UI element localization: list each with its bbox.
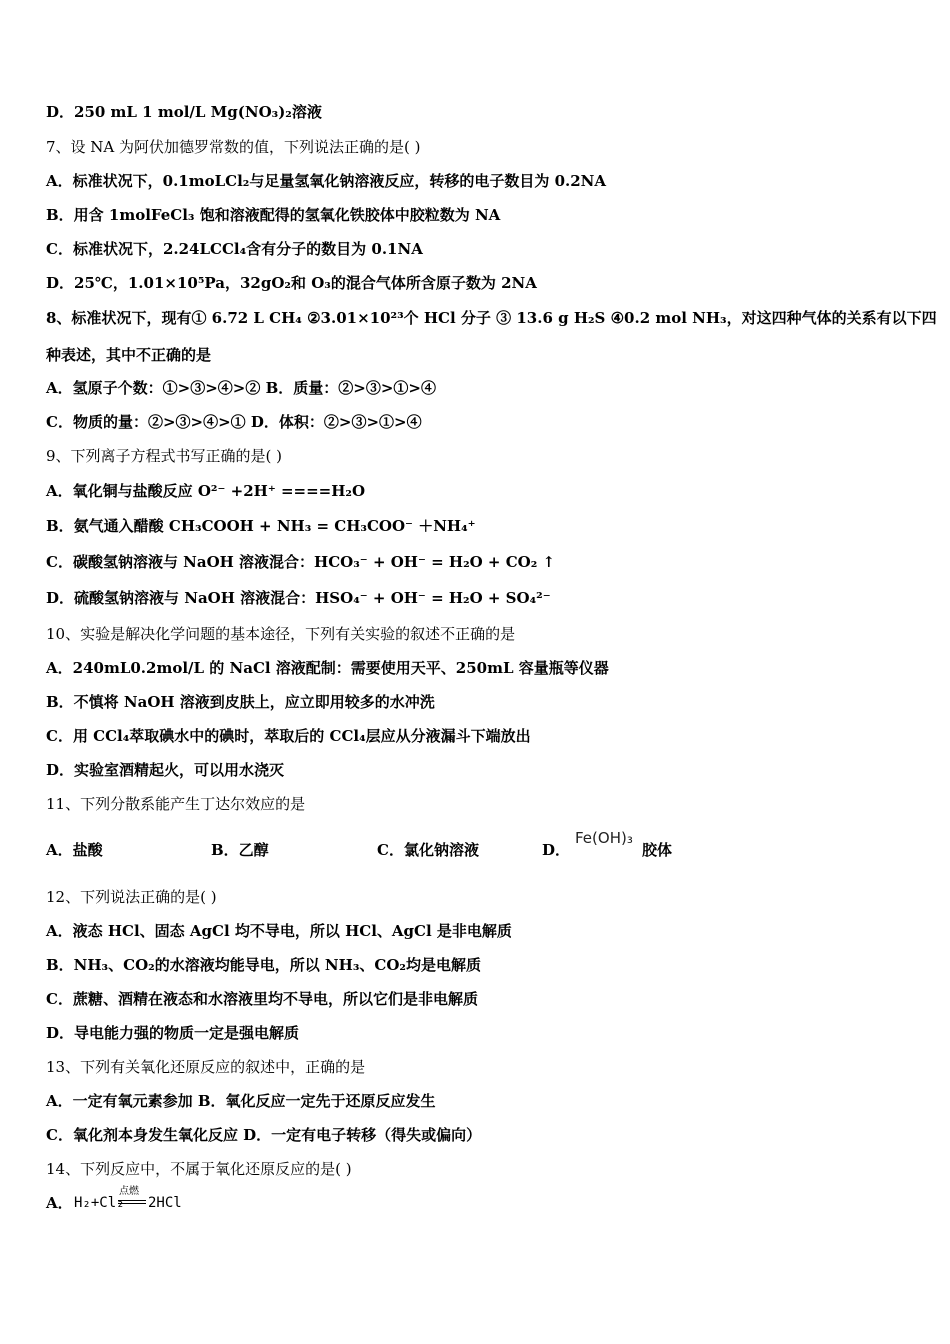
q9-option-c: C．碳酸氢钠溶液与 NaOH 溶液混合：HCO₃⁻ + OH⁻ = H₂O + CO₂ ↑ bbox=[46, 553, 556, 571]
q11-option-c: C．氯化钠溶液 bbox=[377, 841, 479, 859]
q7-option-d: D．25℃，1.01×10⁵Pa，32gO₂和 O₃的混合气体所含原子数为 2NA bbox=[46, 274, 537, 292]
q7-option-a: A．标准状况下，0.1moLCl₂与足量氢氧化钠溶液反应，转移的电子数目为 0.2NA bbox=[46, 172, 607, 190]
q11-option-d-formula: Fe(OH)₃ bbox=[575, 829, 633, 847]
q8-options-cd: C．物质的量：②>③>④>① D．体积：②>③>①>④ bbox=[46, 413, 422, 431]
q13-options-cd: C．氧化剂本身发生氧化反应 D．一定有电子转移（得失或偏向） bbox=[46, 1126, 482, 1144]
q6-option-d: D．250 mL 1 mol/L Mg(NO₃)₂溶液 bbox=[46, 103, 322, 121]
q11-option-d-text: 胶体 bbox=[642, 841, 673, 859]
q14-stem: 14、下列反应中，不属于氧化还原反应的是( ) bbox=[46, 1160, 352, 1178]
q12-option-b: B．NH₃、CO₂的水溶液均能导电，所以 NH₃、CO₂均是电解质 bbox=[46, 956, 481, 974]
q13-options-ab: A．一定有氧元素参加 B．氧化反应一定先于还原反应发生 bbox=[46, 1092, 436, 1110]
q7-option-b: B．用含 1molFeCl₃ 饱和溶液配得的氢氧化铁胶体中胶粒数为 NA bbox=[46, 206, 501, 224]
q12-option-a: A．液态 HCl、固态 AgCl 均不导电，所以 HCl、AgCl 是非电解质 bbox=[46, 922, 512, 940]
q10-option-a: A．240mL0.2mol/L 的 NaCl 溶液配制：需要使用天平、250mL 容量瓶等仪器 bbox=[46, 659, 609, 677]
q14-option-a-label: A． bbox=[46, 1194, 73, 1212]
q10-option-b: B．不慎将 NaOH 溶液到皮肤上，应立即用较多的水冲洗 bbox=[46, 693, 435, 711]
q12-option-d: D．导电能力强的物质一定是强电解质 bbox=[46, 1024, 300, 1042]
q14-equals-arrow bbox=[118, 1200, 146, 1204]
q14-option-a-product: 2HCl bbox=[148, 1195, 182, 1211]
q9-option-a: A．氧化铜与盐酸反应 O²⁻ +2H⁺ ====H₂O bbox=[46, 482, 366, 500]
q8-stem-line2: 种表述，其中不正确的是 bbox=[46, 346, 212, 364]
q7-option-c: C．标准状况下，2.24LCCl₄含有分子的数目为 0.1NA bbox=[46, 240, 423, 258]
q9-option-b: B．氨气通入醋酸 CH₃COOH + NH₃ = CH₃COO⁻ ＋NH₄⁺ bbox=[46, 517, 476, 535]
q10-option-c: C．用 CCl₄萃取碘水中的碘时，萃取后的 CCl₄层应从分液漏斗下端放出 bbox=[46, 727, 531, 745]
q8-stem-line1: 8、标准状况下，现有① 6.72 L CH₄ ②3.01×10²³个 HCl 分子 ③ 13.6 g H₂S ④0.2 mol NH₃，对这四种气体的关系有以下四 bbox=[46, 309, 937, 327]
q14-option-a-reactants: H₂+Cl₂ bbox=[74, 1195, 125, 1211]
q12-option-c: C．蔗糖、酒精在液态和水溶液里均不导电，所以它们是非电解质 bbox=[46, 990, 478, 1008]
q13-stem: 13、下列有关氧化还原反应的叙述中，正确的是 bbox=[46, 1058, 366, 1076]
q11-option-d-label: D． bbox=[542, 841, 571, 859]
q14-reaction-condition: 点燃 bbox=[119, 1186, 139, 1197]
q11-option-a: A．盐酸 bbox=[46, 841, 103, 859]
q11-option-b: B．乙醇 bbox=[211, 841, 269, 859]
q11-stem: 11、下列分散系能产生丁达尔效应的是 bbox=[46, 795, 306, 813]
q10-stem: 10、实验是解决化学问题的基本途径，下列有关实验的叙述不正确的是 bbox=[46, 625, 516, 643]
q12-stem: 12、下列说法正确的是( ) bbox=[46, 888, 217, 906]
q8-options-ab: A．氢原子个数：①>③>④>② B．质量：②>③>①>④ bbox=[46, 379, 436, 397]
q7-stem: 7、设 NA 为阿伏加德罗常数的值，下列说法正确的是( ) bbox=[46, 138, 421, 156]
q9-stem: 9、下列离子方程式书写正确的是( ) bbox=[46, 447, 283, 465]
q10-option-d: D．实验室酒精起火，可以用水浇灭 bbox=[46, 761, 285, 779]
q9-option-d: D．硫酸氢钠溶液与 NaOH 溶液混合：HSO₄⁻ + OH⁻ = H₂O + SO₄²⁻ bbox=[46, 589, 551, 607]
